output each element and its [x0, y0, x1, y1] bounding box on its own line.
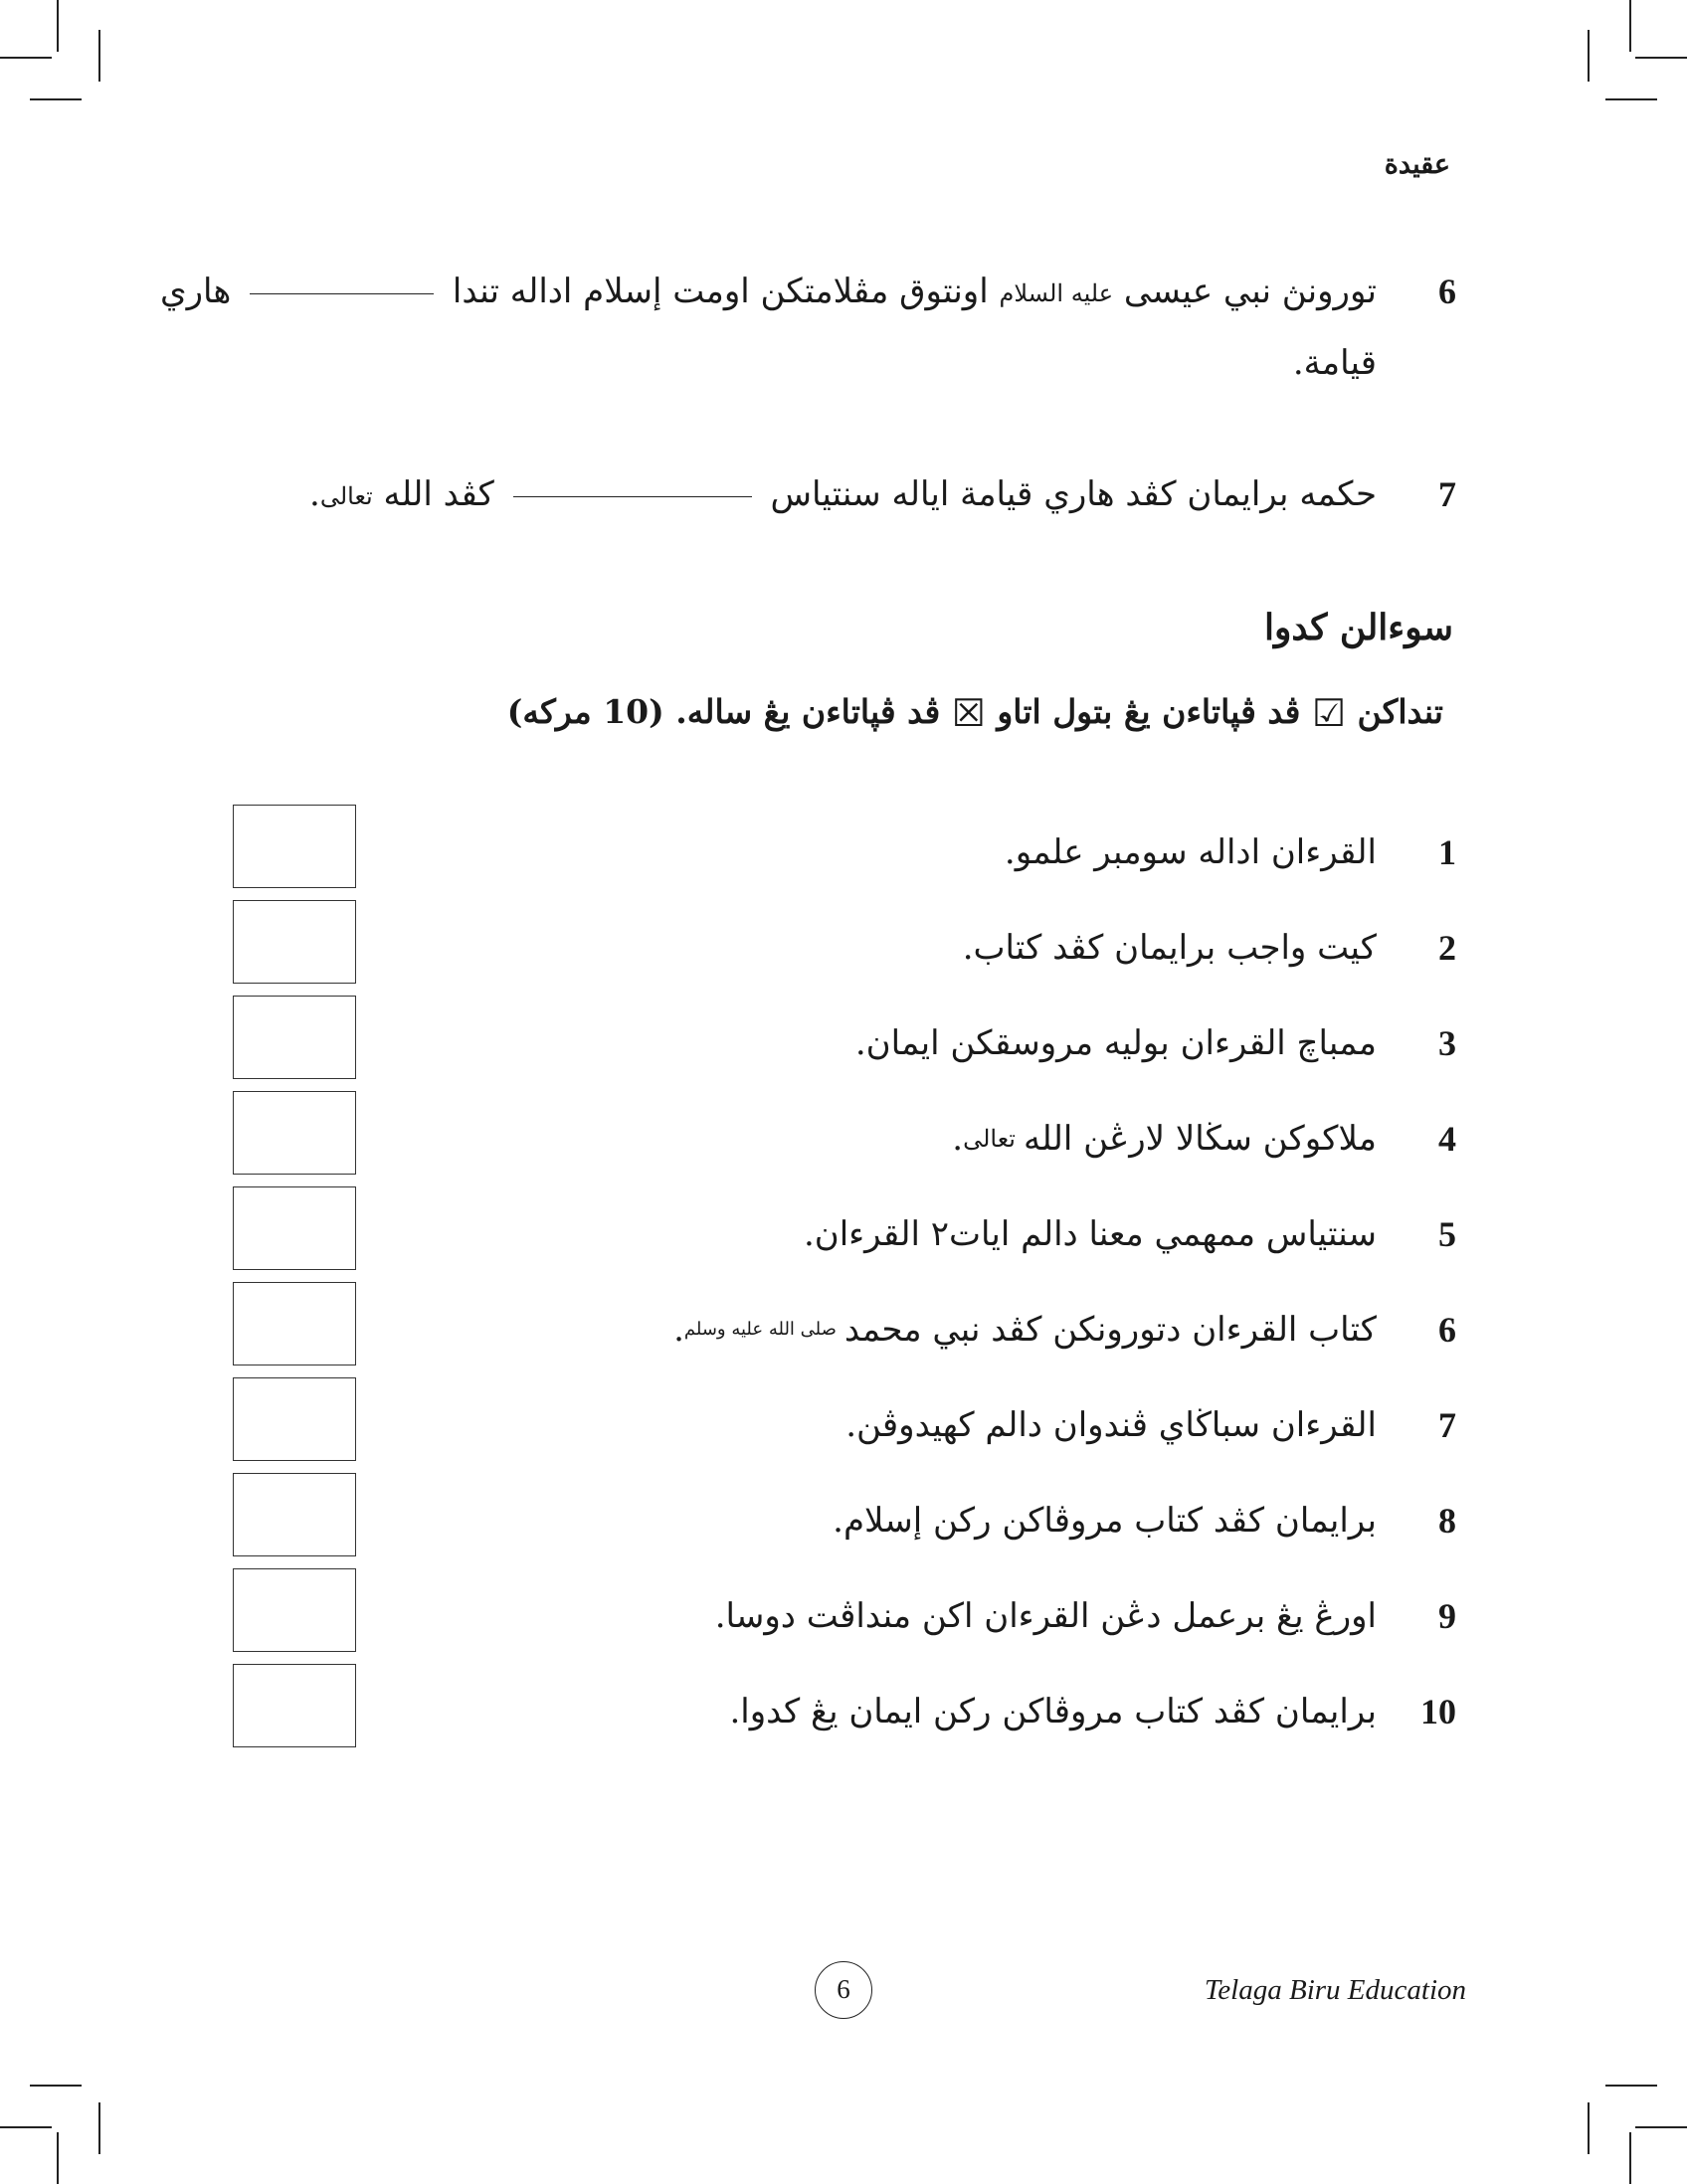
- question-text: اونتوق مڤلامتكن اومت إسلام اداله تندا: [452, 272, 989, 311]
- statement-text: اورڠ يڠ برعمل دڠن القرءان اكن منداڤت دوسا.: [714, 1596, 1377, 1636]
- crop-mark: [57, 2132, 59, 2184]
- statement-text: ملاكوكن سڬالا لارڠن الله: [1023, 1119, 1377, 1159]
- answer-box[interactable]: [233, 996, 356, 1079]
- statement-number: 10: [1420, 1692, 1456, 1731]
- statement-text: القرءان سباڬاي ڤندوان دالم كهيدوڤن.: [845, 1405, 1377, 1445]
- crop-mark: [98, 30, 100, 82]
- crop-mark: [98, 2102, 100, 2154]
- honorific-symbol: تعالى: [963, 1125, 1016, 1153]
- answer-box[interactable]: [233, 805, 356, 888]
- statement-text: .: [952, 1119, 964, 1159]
- crop-mark: [30, 2085, 82, 2087]
- statement-row: [845, 1395, 1456, 1455]
- answer-blank[interactable]: [513, 496, 752, 497]
- answer-box[interactable]: [233, 1473, 356, 1556]
- answer-box[interactable]: [233, 1377, 356, 1461]
- instruction-text: ڤد ڤپاتاءن يڠ ساله.: [675, 692, 941, 731]
- honorific-symbol: تعالى: [319, 482, 373, 510]
- statement-text: .: [673, 1310, 684, 1350]
- question-text: تورونڽ نبي عيسى: [1123, 272, 1377, 311]
- statement-text: كتاب القرءان دتورونكن كڤد نبي محمد: [844, 1310, 1377, 1350]
- question-number: 7: [1438, 474, 1456, 514]
- crop-mark: [1629, 0, 1631, 52]
- answer-box[interactable]: [233, 900, 356, 984]
- crop-mark: [1629, 2132, 1631, 2184]
- crop-mark: [1588, 2102, 1590, 2154]
- statement-row: [715, 1586, 1456, 1646]
- crop-mark: [30, 98, 82, 100]
- statement-number: 8: [1438, 1501, 1456, 1541]
- answer-box[interactable]: [233, 1664, 356, 1747]
- crop-mark: [0, 2126, 52, 2128]
- question-text: كڤد الله: [383, 474, 494, 514]
- fill-blank-question-7: [309, 459, 1456, 531]
- fill-blank-question-6: [160, 257, 1456, 398]
- statement-row: [963, 918, 1456, 978]
- statement-row: [804, 1204, 1456, 1264]
- question-text: حكمه برايمان كڤد هاري قيامة اياله سنتياس: [770, 474, 1377, 514]
- crop-mark: [1635, 2126, 1687, 2128]
- crop-mark: [0, 57, 52, 59]
- statement-row: [673, 1300, 1456, 1360]
- answer-box[interactable]: [233, 1282, 356, 1365]
- chapter-header: عقيدة: [1384, 149, 1450, 180]
- statement-number: 4: [1438, 1119, 1456, 1159]
- question-text: هاري: [159, 272, 232, 311]
- statement-row: [729, 1682, 1456, 1741]
- honorific-symbol: عليه السلام: [999, 279, 1114, 307]
- cross-box-icon: ☒: [951, 691, 986, 735]
- crop-mark: [57, 0, 59, 52]
- crop-mark: [1605, 2085, 1657, 2087]
- crop-mark: [1605, 98, 1657, 100]
- answer-box[interactable]: [233, 1091, 356, 1175]
- answer-blank[interactable]: [250, 293, 434, 294]
- question-text: .: [309, 474, 320, 514]
- question-number: 6: [1438, 272, 1456, 311]
- statement-text: سنتياس ممهمي معنا دالم ايات٢ القرءان.: [803, 1214, 1377, 1254]
- statement-number: 3: [1438, 1023, 1456, 1063]
- instruction-text: ڤد ڤپاتاءن يڠ بتول اتاو: [997, 692, 1301, 731]
- answer-box[interactable]: [233, 1568, 356, 1652]
- statement-text: القرءان اداله سومبر علمو.: [1004, 832, 1377, 872]
- statement-row: [833, 1491, 1456, 1550]
- statement-row: [855, 1013, 1456, 1073]
- publisher-name: Telaga Biru Education: [1204, 1974, 1466, 2006]
- statement-number: 2: [1438, 928, 1456, 968]
- statement-text: برايمان كڤد كتاب مروڤاكن ركن ايمان يڠ كدوا.: [729, 1692, 1377, 1731]
- statement-number: 7: [1438, 1405, 1456, 1445]
- statement-number: 9: [1438, 1596, 1456, 1636]
- statement-number: 6: [1438, 1310, 1456, 1350]
- question-text: قيامة.: [1292, 343, 1377, 383]
- honorific-symbol: صلى الله عليه وسلم: [683, 1319, 837, 1340]
- statement-text: برايمان كڤد كتاب مروڤاكن ركن إسلام.: [833, 1501, 1377, 1541]
- statement-number: 1: [1438, 832, 1456, 872]
- answer-box[interactable]: [233, 1186, 356, 1270]
- statement-text: كيت واجب برايمان كڤد كتاب.: [962, 928, 1377, 968]
- statement-text: ممباچ القرءان بوليه مروسقكن ايمان.: [854, 1023, 1377, 1063]
- crop-mark: [1635, 57, 1687, 59]
- statement-number: 5: [1438, 1214, 1456, 1254]
- marks-label: (10 مركه): [506, 692, 664, 731]
- check-box-icon: ☑: [1311, 691, 1347, 735]
- instruction: [507, 691, 1443, 735]
- crop-mark: [1588, 30, 1590, 82]
- page-number: 6: [815, 1961, 872, 2019]
- section-title: سوءالن كدوا: [1263, 607, 1453, 648]
- statement-row: [1005, 822, 1456, 882]
- statement-row: [952, 1109, 1456, 1169]
- instruction-text: تنداكن: [1357, 692, 1443, 731]
